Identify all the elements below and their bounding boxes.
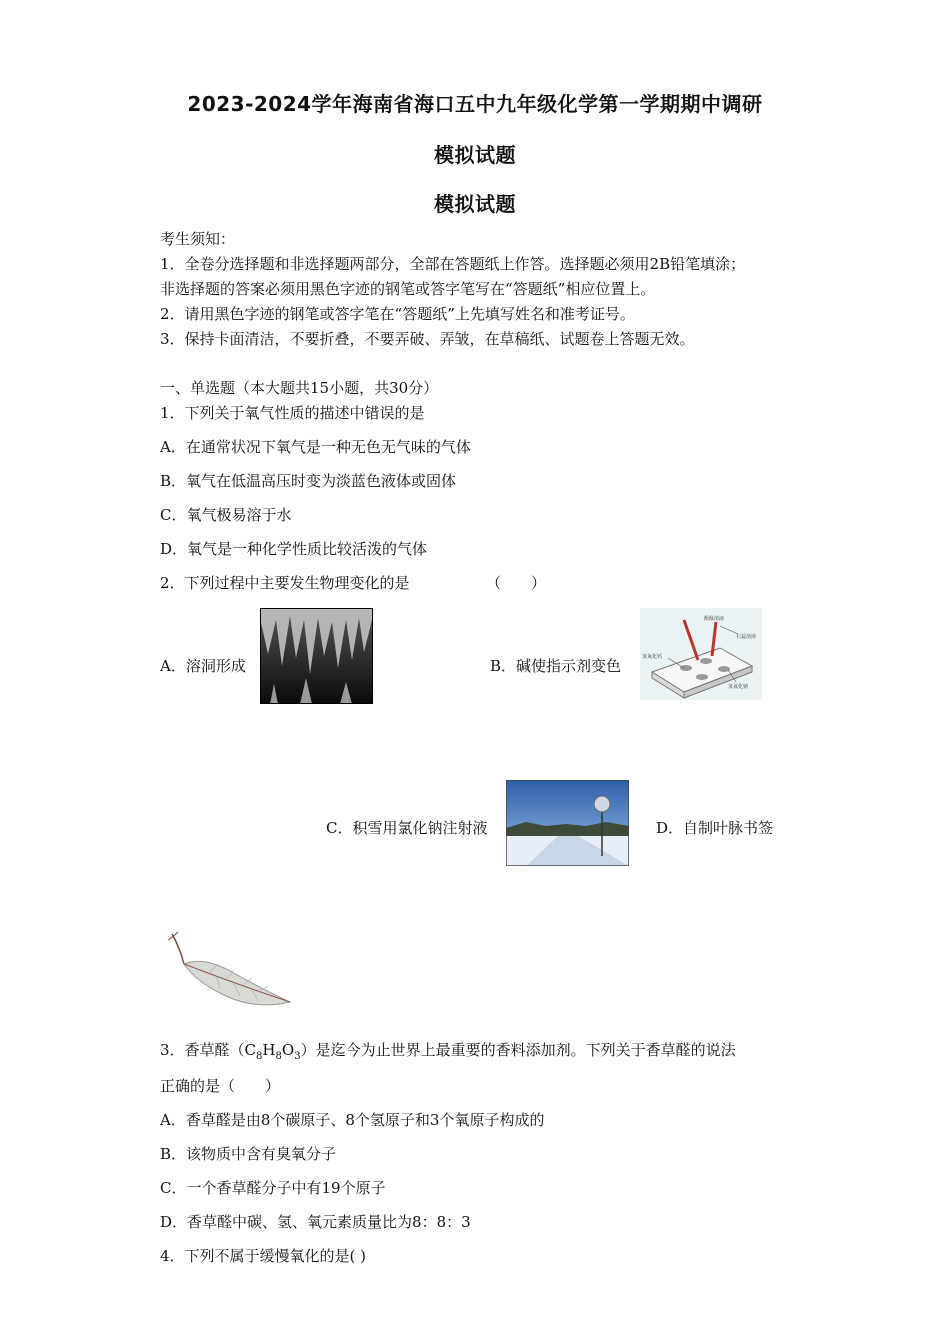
plate-label-phenolphthalein: 酚酞溶液 — [704, 616, 725, 622]
question-1-option-d: D．氧气是一种化学性质比较活泼的气体 — [160, 540, 428, 558]
indicator-plate-diagram — [640, 608, 762, 700]
question-3-option-a: A．香草醛是由8个碳原子、8个氢原子和3个氧原子构成的 — [160, 1111, 545, 1129]
question-3-option-c: C．一个香草醛分子中有19个原子 — [160, 1179, 386, 1197]
page-title: 2023-2024学年海南省海口五中九年级化学第一学期期中调研 — [187, 92, 763, 116]
section-heading: 一、单选题（本大题共15小题，共30分） — [160, 379, 439, 397]
plate-label-sodium-hydroxide: 氢氧化钠 — [728, 684, 749, 690]
plate-label-litmus: 石蕊溶液 — [736, 634, 757, 640]
notice-heading: 考生须知： — [160, 230, 236, 248]
question-3-stem: 3．香草醛$(C_8H_8O_3)$是迄今为止世界上最重要的香料添加剂。下列关于香草醛的说法 — [160, 1041, 736, 1062]
page-subtitle-repeat: 模拟试题 — [434, 192, 516, 216]
question-2-stem: 2．下列过程中主要发生物理变化的是 — [160, 574, 410, 592]
question-1-option-a: A．在通常状况下氧气是一种无色无气味的气体 — [160, 438, 471, 456]
question-2-option-d: D．自制叶脉书签 — [656, 819, 774, 837]
question-4-stem: 4．下列不属于缓慢氧化的是( ) — [160, 1247, 367, 1265]
question-1-option-c: C．氧气极易溶于水 — [160, 506, 292, 524]
question-2-option-b: B．碱使指示剂变色 — [490, 657, 622, 675]
question-3-option-d: D．香草醛中碳、氢、氧元素质量比为8：8：3 — [160, 1213, 471, 1231]
question-1-stem: 1．下列关于氧气性质的描述中错误的是 — [160, 404, 425, 422]
question-1-option-b: B．氧气在低温高压时变为淡蓝色液体或固体 — [160, 472, 457, 490]
snow-road-photo — [506, 780, 629, 866]
notice-item-3: 3．保持卡面清洁，不要折叠，不要弄破、弄皱，在草稿纸、试题卷上答题无效。 — [160, 330, 695, 348]
plate-label-calcium-hydroxide: 氢氧化钙 — [642, 654, 663, 660]
question-2-blank: （ ） — [486, 574, 547, 592]
cave-photo — [260, 608, 373, 704]
question-3-option-b: B．该物质中含有臭氧分子 — [160, 1145, 337, 1163]
notice-item-1b: 非选择题的答案必须用黑色字迹的钢笔或答字笔写在“答题纸”相应位置上。 — [160, 280, 656, 298]
notice-item-1a: 1．全卷分选择题和非选择题两部分，全部在答题纸上作答。选择题必须用2B铅笔填涂； — [160, 255, 746, 273]
notice-item-2: 2．请用黑色字迹的钢笔或答字笔在“答题纸”上先填写姓名和准考证号。 — [160, 305, 635, 323]
leaf-vein-bookmark-photo — [160, 926, 295, 1022]
question-2-option-a: A．溶洞形成 — [160, 657, 246, 675]
question-3-stem-line2: 正确的是（ ） — [160, 1077, 281, 1095]
page-subtitle: 模拟试题 — [434, 143, 516, 167]
question-2-option-c: C．积雪用氯化钠注射液 — [326, 819, 488, 837]
